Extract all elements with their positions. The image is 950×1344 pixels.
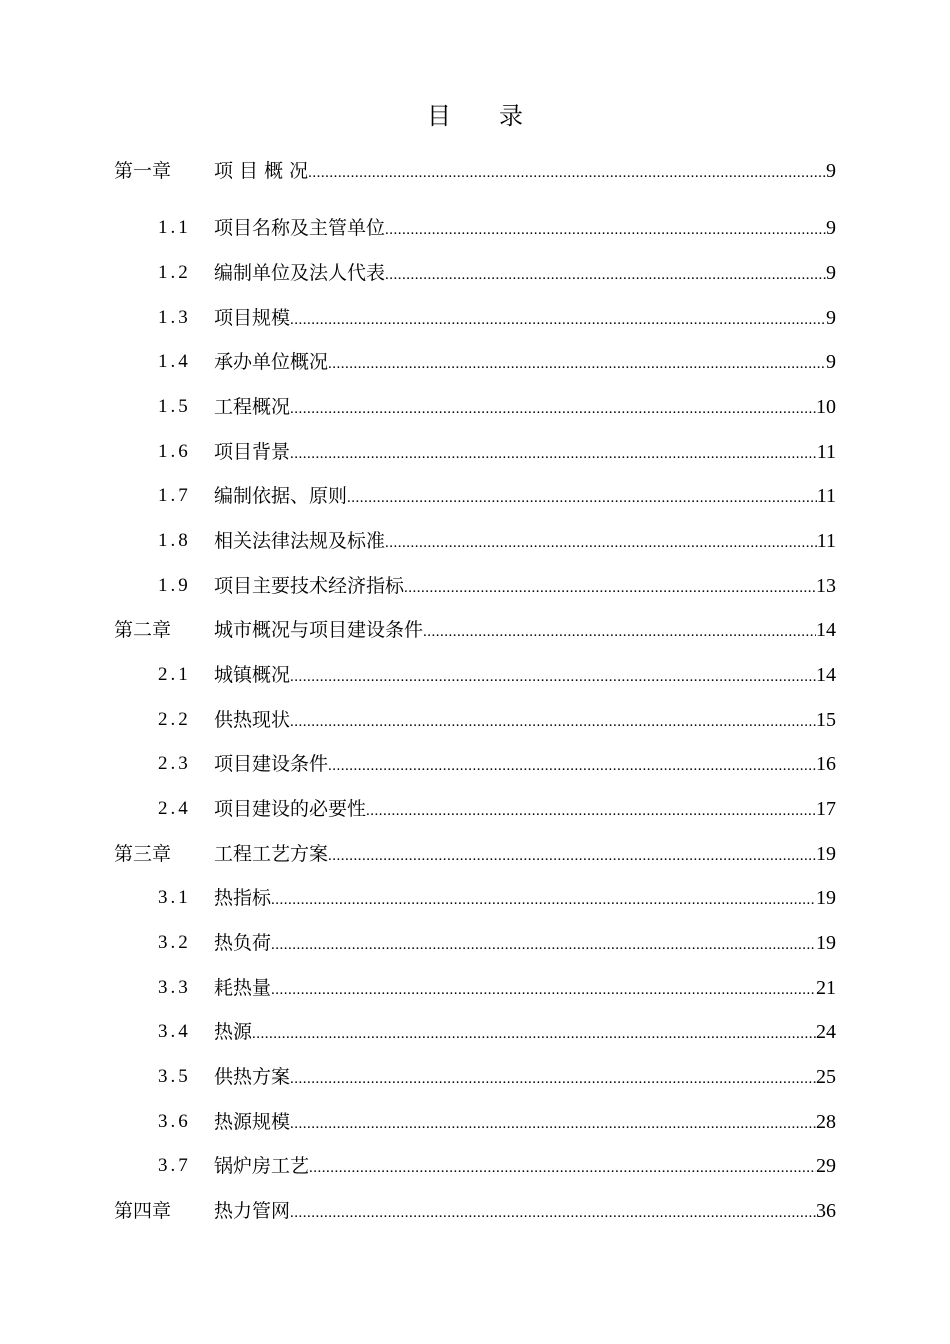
toc-entry-title: 项目背景 bbox=[214, 441, 291, 463]
toc-entry[interactable] bbox=[0, 481, 950, 511]
toc-section-number: 3.7 bbox=[158, 1155, 191, 1176]
toc-entry-title: 承办单位概况 bbox=[214, 351, 329, 373]
toc-section-number: 1.8 bbox=[158, 530, 191, 551]
toc-section-number: 1.9 bbox=[158, 575, 191, 596]
toc-page-number: 29 bbox=[816, 1155, 836, 1177]
toc-entry-title: 耗热量 bbox=[214, 977, 272, 999]
toc-entry-title: 热负荷 bbox=[214, 932, 272, 954]
toc-dot-leader bbox=[271, 885, 816, 915]
toc-section-number: 2.4 bbox=[158, 798, 191, 819]
toc-entry[interactable] bbox=[0, 392, 950, 422]
toc-page-number: 11 bbox=[816, 441, 836, 463]
toc-section-number: 3.5 bbox=[158, 1066, 191, 1087]
toc-section-number: 2.3 bbox=[158, 753, 191, 774]
toc-entry[interactable] bbox=[0, 1017, 950, 1047]
toc-entry-title: 热力管网 bbox=[214, 1200, 291, 1222]
toc-dot-leader bbox=[385, 215, 826, 245]
toc-section-number: 3.4 bbox=[158, 1021, 191, 1042]
toc-dot-leader bbox=[347, 483, 817, 513]
toc-entry[interactable] bbox=[0, 615, 950, 645]
toc-page-number: 25 bbox=[816, 1066, 836, 1088]
toc-chapter-number: 第二章 bbox=[114, 619, 172, 641]
toc-dot-leader bbox=[290, 1198, 816, 1228]
toc-dot-leader bbox=[290, 394, 816, 424]
toc-entry-title: 工程工艺方案 bbox=[214, 843, 329, 865]
toc-entry[interactable] bbox=[0, 437, 950, 467]
toc-entry-title: 供热方案 bbox=[214, 1066, 291, 1088]
toc-section-number: 3.1 bbox=[158, 887, 191, 908]
toc-page-number: 17 bbox=[816, 798, 836, 820]
toc-page-number: 11 bbox=[816, 485, 836, 507]
toc-entry[interactable] bbox=[0, 794, 950, 824]
toc-entry-title: 项目名称及主管单位 bbox=[214, 217, 386, 239]
toc-entry[interactable] bbox=[0, 156, 950, 186]
toc-page-number: 9 bbox=[826, 307, 836, 329]
toc-dot-leader bbox=[290, 1064, 816, 1094]
toc-page-number: 14 bbox=[816, 664, 836, 686]
toc-page-number: 15 bbox=[816, 709, 836, 731]
toc-section-number: 1.7 bbox=[158, 485, 191, 506]
toc-dot-leader bbox=[290, 662, 816, 692]
toc-entry[interactable] bbox=[0, 347, 950, 377]
toc-section-number: 2.2 bbox=[158, 709, 191, 730]
toc-page-number: 10 bbox=[816, 396, 836, 418]
toc-entry-title: 编制依据、原则 bbox=[214, 485, 348, 507]
toc-section-number: 1.3 bbox=[158, 307, 191, 328]
toc-entry-title: 项目建设的必要性 bbox=[214, 798, 367, 820]
toc-page-number: 28 bbox=[816, 1111, 836, 1133]
toc-page-number: 16 bbox=[816, 753, 836, 775]
toc-dot-leader bbox=[423, 617, 816, 647]
toc-entry[interactable] bbox=[0, 526, 950, 556]
toc-page-number: 19 bbox=[816, 843, 836, 865]
toc-dot-leader bbox=[290, 1109, 816, 1139]
toc-dot-leader bbox=[385, 260, 826, 290]
toc-entry-title: 锅炉房工艺 bbox=[214, 1155, 310, 1177]
toc-dot-leader bbox=[309, 1153, 816, 1183]
toc-title-right: 录 bbox=[499, 102, 523, 130]
toc-dot-leader bbox=[252, 1019, 816, 1049]
toc-entry-title: 热源规模 bbox=[214, 1111, 291, 1133]
toc-section-number: 2.1 bbox=[158, 664, 191, 685]
toc-entry-title: 热指标 bbox=[214, 887, 272, 909]
toc-section-number: 3.3 bbox=[158, 977, 191, 998]
toc-section-number: 1.1 bbox=[158, 217, 191, 238]
toc-entry-title: 项 目 概 况 bbox=[214, 160, 309, 182]
toc-dot-leader bbox=[328, 349, 826, 379]
toc-dot-leader bbox=[328, 751, 816, 781]
toc-entry-title: 项目主要技术经济指标 bbox=[214, 575, 405, 597]
toc-entry[interactable] bbox=[0, 928, 950, 958]
toc-entry[interactable] bbox=[0, 839, 950, 869]
toc-entry-title: 项目规模 bbox=[214, 307, 291, 329]
toc-dot-leader bbox=[385, 528, 817, 558]
toc-page-number: 9 bbox=[826, 160, 836, 182]
toc-dot-leader bbox=[290, 305, 826, 335]
toc-title bbox=[0, 96, 950, 131]
toc-page-number: 24 bbox=[816, 1021, 836, 1043]
toc-page-number: 19 bbox=[816, 932, 836, 954]
toc-dot-leader bbox=[308, 158, 826, 188]
toc-section-number: 1.4 bbox=[158, 351, 191, 372]
toc-title-left: 目 bbox=[427, 102, 451, 130]
toc-entry-title: 城镇概况 bbox=[214, 664, 291, 686]
toc-entry-title: 城市概况与项目建设条件 bbox=[214, 619, 424, 641]
toc-dot-leader bbox=[328, 841, 816, 871]
toc-entry[interactable] bbox=[0, 660, 950, 690]
toc-entry[interactable] bbox=[0, 749, 950, 779]
toc-dot-leader bbox=[366, 796, 816, 826]
toc-entry[interactable] bbox=[0, 1107, 950, 1137]
toc-chapter-number: 第三章 bbox=[114, 843, 172, 865]
toc-page-number: 9 bbox=[826, 262, 836, 284]
toc-entry[interactable] bbox=[0, 1196, 950, 1226]
toc-section-number: 1.5 bbox=[158, 396, 191, 417]
toc-entry[interactable] bbox=[0, 258, 950, 288]
toc-entry-title: 供热现状 bbox=[214, 709, 291, 731]
toc-dot-leader bbox=[290, 439, 817, 469]
toc-entry[interactable] bbox=[0, 705, 950, 735]
toc-entry-title: 热源 bbox=[214, 1021, 253, 1043]
toc-page-number: 14 bbox=[816, 619, 836, 641]
toc-dot-leader bbox=[404, 573, 816, 603]
toc-dot-leader bbox=[271, 930, 816, 960]
toc-entry[interactable] bbox=[0, 1151, 950, 1181]
toc-entry[interactable] bbox=[0, 1062, 950, 1092]
toc-entry[interactable] bbox=[0, 973, 950, 1003]
toc-chapter-number: 第四章 bbox=[114, 1200, 172, 1222]
toc-section-number: 1.6 bbox=[158, 441, 191, 462]
toc-section-number: 3.2 bbox=[158, 932, 191, 953]
toc-page-number: 36 bbox=[816, 1200, 836, 1222]
toc-entry[interactable] bbox=[0, 883, 950, 913]
toc-entry-title: 项目建设条件 bbox=[214, 753, 329, 775]
toc-section-number: 3.6 bbox=[158, 1111, 191, 1132]
toc-entry[interactable] bbox=[0, 571, 950, 601]
toc-chapter-number: 第一章 bbox=[114, 160, 172, 182]
toc-page-number: 9 bbox=[826, 217, 836, 239]
toc-page-number: 9 bbox=[826, 351, 836, 373]
toc-page-number: 11 bbox=[816, 530, 836, 552]
toc-section-number: 1.2 bbox=[158, 262, 191, 283]
toc-dot-leader bbox=[271, 975, 816, 1005]
toc-page-number: 19 bbox=[816, 887, 836, 909]
toc-page-number: 13 bbox=[816, 575, 836, 597]
toc-entry[interactable] bbox=[0, 303, 950, 333]
toc-page-number: 21 bbox=[816, 977, 836, 999]
toc-entry-title: 编制单位及法人代表 bbox=[214, 262, 386, 284]
toc-entry-title: 工程概况 bbox=[214, 396, 291, 418]
toc-dot-leader bbox=[290, 707, 816, 737]
toc-entry-title: 相关法律法规及标准 bbox=[214, 530, 386, 552]
toc-entry[interactable] bbox=[0, 213, 950, 243]
